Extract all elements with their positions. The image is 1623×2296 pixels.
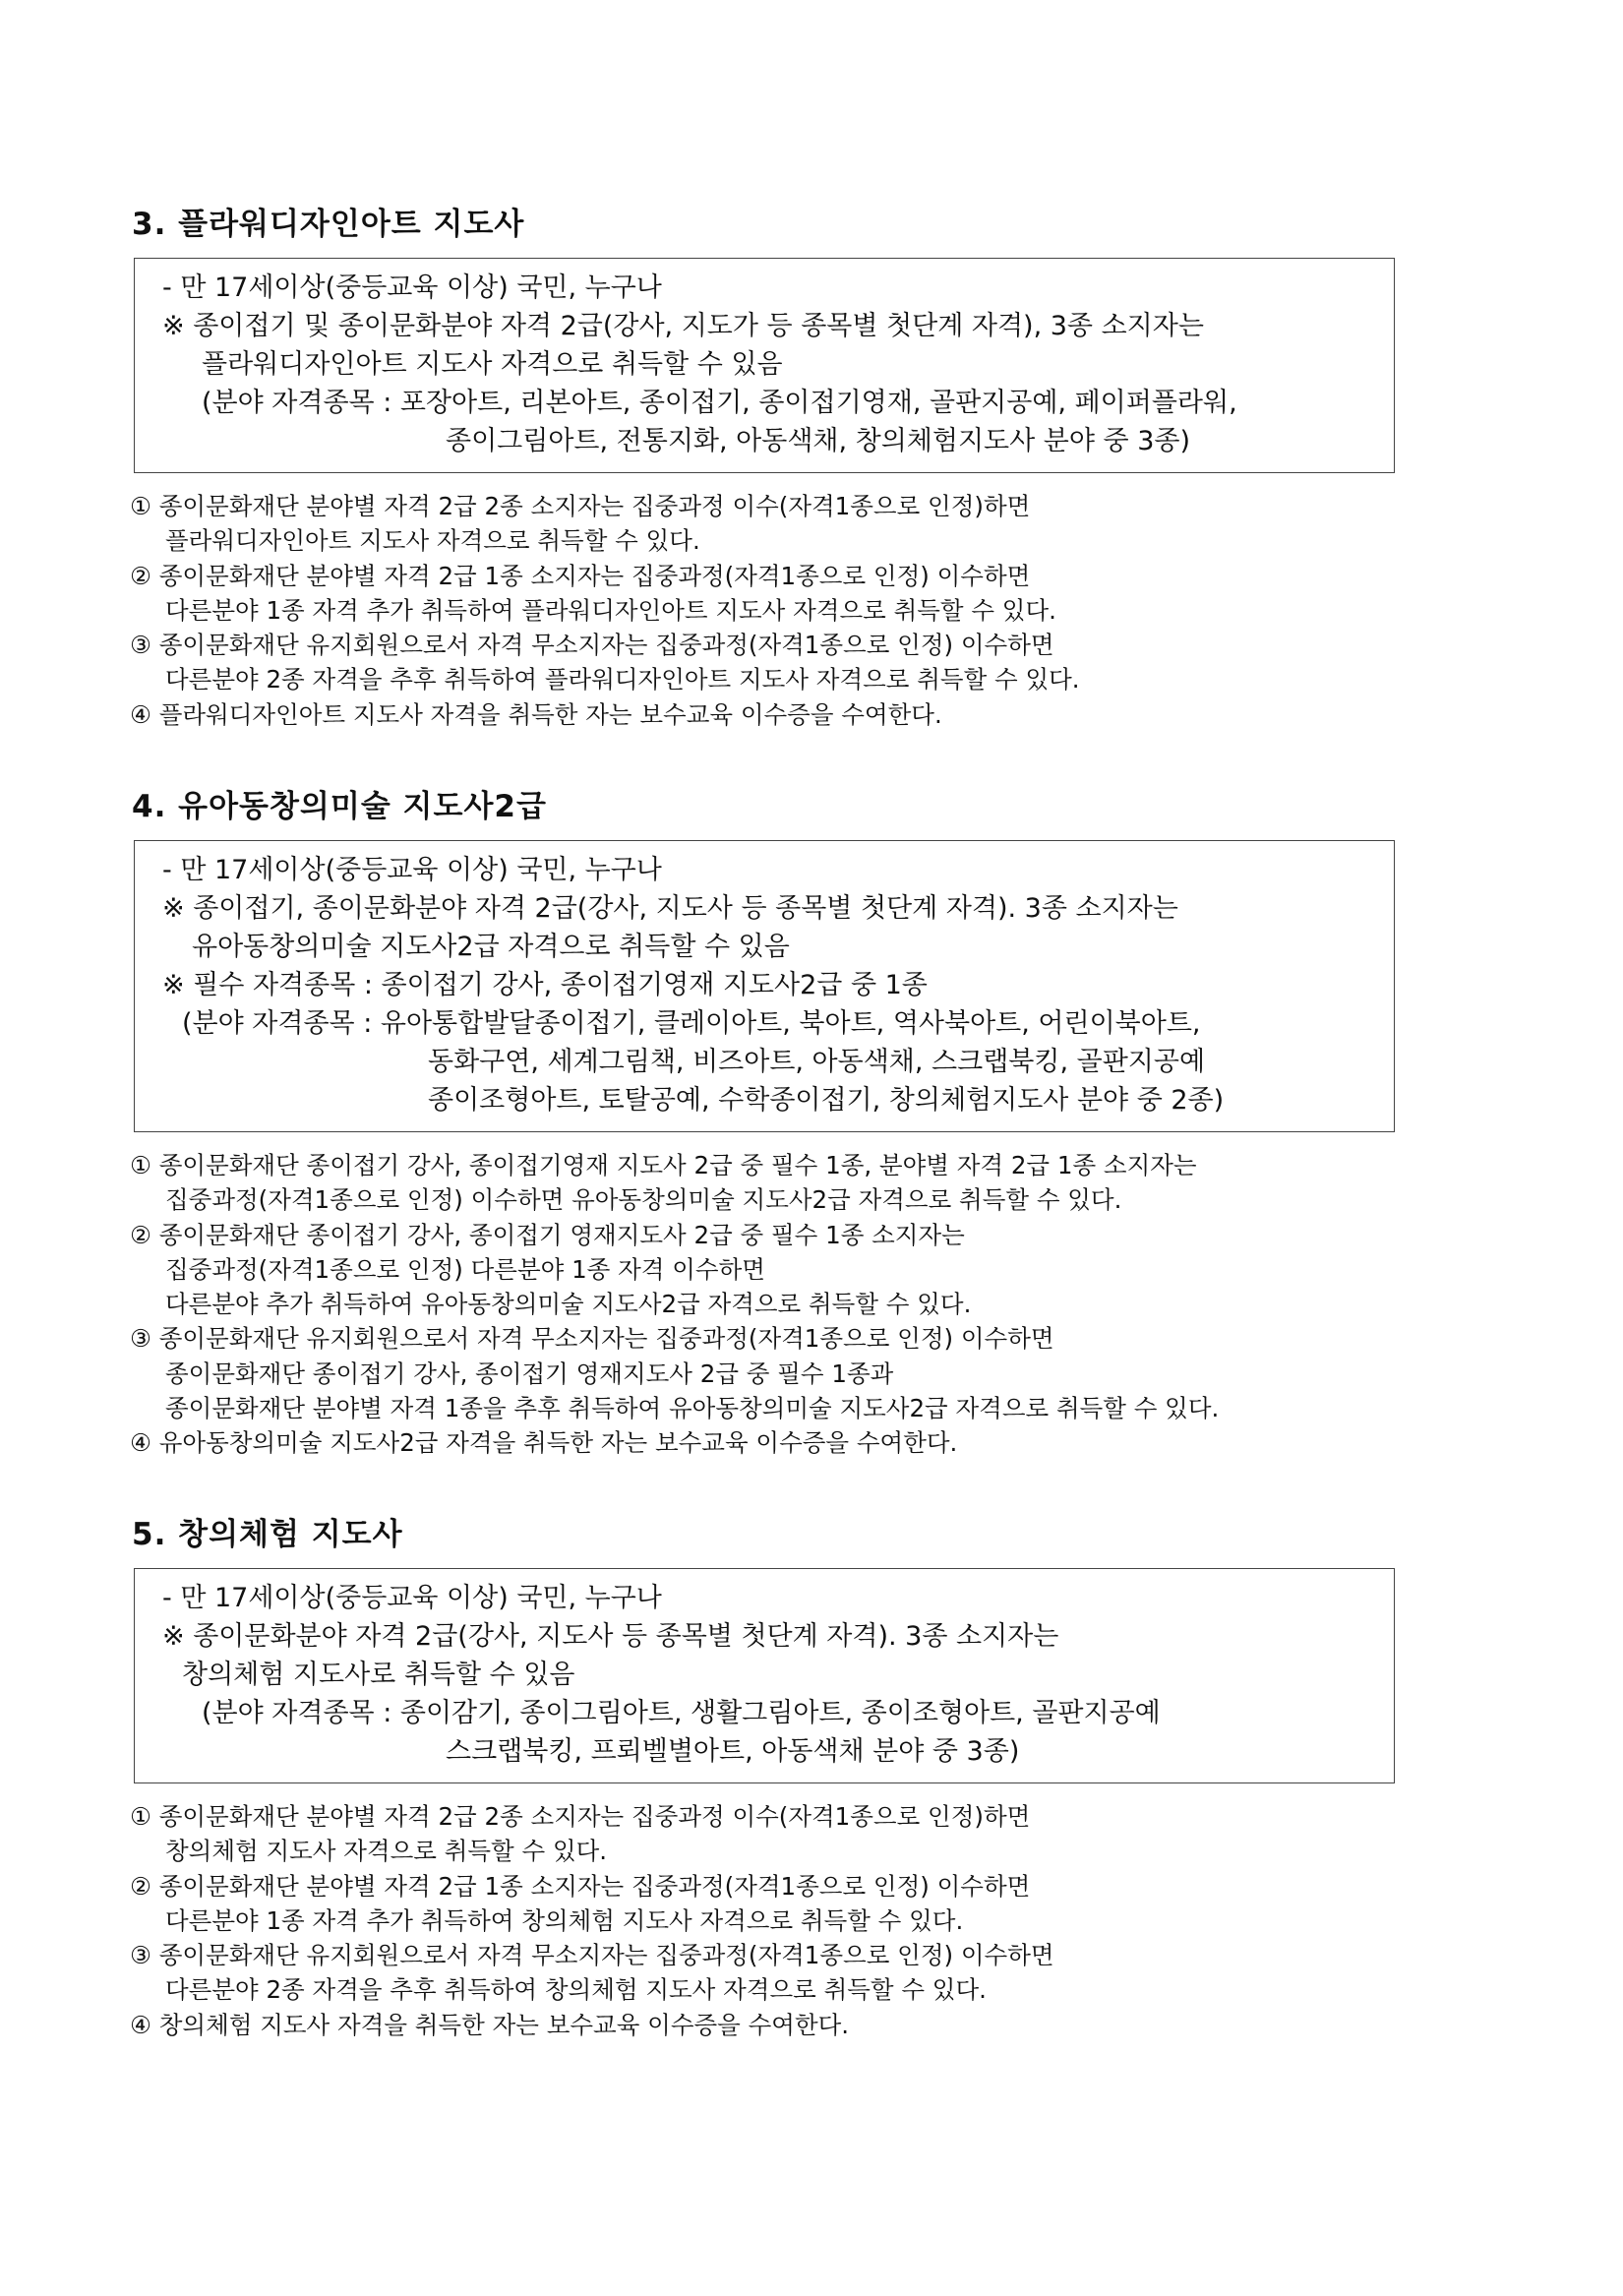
section-creative-experience: [124, 1515, 1442, 2042]
box-line: - 만 17세이상(중등교육 이상) 국민, 누구나: [162, 1583, 662, 1613]
box-line: 유아동창의미술 지도사2급 자격으로 취득할 수 있음: [192, 932, 790, 962]
note-line: 종이문화재단 분야별 자격 1종을 추후 취득하여 유아동창의미술 지도사2급 자격으로 취득할 수 있다.: [165, 1394, 1220, 1423]
eligibility-box: [134, 258, 1395, 473]
box-line: (분야 자격종목 : 종이감기, 종이그림아트, 생활그림아트, 종이조형아트, 골판지공예: [202, 1698, 1161, 1728]
box-line: ※ 종이문화분야 자격 2급(강사, 지도사 등 종목별 첫단계 자격). 3종 소지자는: [162, 1621, 1059, 1652]
box-line: - 만 17세이상(중등교육 이상) 국민, 누구나: [162, 855, 662, 885]
box-line: 종이조형아트, 토탈공예, 수학종이접기, 창의체험지도사 분야 중 2종): [428, 1085, 1225, 1116]
note-line: ② 종이문화재단 분야별 자격 2급 1종 소지자는 집중과정(자격1종으로 인정) 이수하면: [130, 1871, 1031, 1901]
box-line: 동화구연, 세계그림책, 비즈아트, 아동색채, 스크랩북킹, 골판지공예: [428, 1047, 1206, 1077]
note-line: ① 종이문화재단 분야별 자격 2급 2종 소지자는 집중과정 이수(자격1종으로 인정)하면: [130, 1802, 1031, 1831]
note-line: ④ 창의체험 지도사 자격을 취득한 자는 보수교육 이수증을 수여한다.: [130, 2010, 850, 2039]
note-line: 집중과정(자격1종으로 인정) 다른분야 1종 자격 이수하면: [165, 1254, 765, 1284]
note-line: ③ 종이문화재단 유지회원으로서 자격 무소지자는 집중과정(자격1종으로 인정) 이수하면: [130, 631, 1054, 660]
section-flower-design-art: [124, 205, 1442, 732]
note-line: ① 종이문화재단 분야별 자격 2급 2종 소지자는 집중과정 이수(자격1종으로 인정)하면: [130, 492, 1031, 520]
note-line: 종이문화재단 종이접기 강사, 종이접기 영재지도사 2급 중 필수 1종과: [165, 1359, 894, 1388]
note-line: 다른분야 1종 자격 추가 취득하여 플라워디자인아트 지도사 자격으로 취득할 수 있다.: [165, 595, 1056, 625]
section-title: 5. 창의체험 지도사: [132, 1517, 403, 1552]
eligibility-box: [134, 840, 1395, 1132]
box-line: (분야 자격종목 : 유아통합발달종이접기, 클레이아트, 북아트, 역사북아트, 어린이북아트,: [182, 1008, 1201, 1039]
box-line: ※ 종이접기, 종이문화분야 자격 2급(강사, 지도사 등 종목별 첫단계 자격). 3종 소지자는: [162, 893, 1178, 924]
note-line: 창의체험 지도사 자격으로 취득할 수 있다.: [165, 1837, 608, 1866]
note-line: ④ 플라워디자인아트 지도사 자격을 취득한 자는 보수교육 이수증을 수여한다.: [130, 699, 942, 729]
note-line: 다른분야 추가 취득하여 유아동창의미술 지도사2급 자격으로 취득할 수 있다.: [165, 1290, 972, 1319]
note-line: 플라워디자인아트 지도사 자격으로 취득할 수 있다.: [165, 526, 700, 556]
note-line: ① 종이문화재단 종이접기 강사, 종이접기영재 지도사 2급 중 필수 1종, 분야별 자격 2급 1종 소지자는: [130, 1151, 1197, 1179]
box-line: - 만 17세이상(중등교육 이상) 국민, 누구나: [162, 272, 662, 303]
note-line: 다른분야 2종 자격을 추후 취득하여 플라워디자인아트 지도사 자격으로 취득할 수 있다.: [165, 665, 1080, 695]
box-line: 창의체험 지도사로 취득할 수 있음: [182, 1660, 575, 1690]
notes-list: [130, 1799, 1442, 2042]
note-line: ④ 유아동창의미술 지도사2급 자격을 취득한 자는 보수교육 이수증을 수여한다.: [130, 1428, 958, 1458]
box-line: 플라워디자인아트 지도사 자격으로 취득할 수 있음: [202, 349, 783, 380]
note-line: ② 종이문화재단 종이접기 강사, 종이접기 영재지도사 2급 중 필수 1종 소지자는: [130, 1220, 965, 1249]
notes-list: [130, 1148, 1442, 1461]
section-title: 3. 플라워디자인아트 지도사: [132, 207, 525, 242]
notes-list: [130, 489, 1442, 732]
note-line: ③ 종이문화재단 유지회원으로서 자격 무소지자는 집중과정(자격1종으로 인정) 이수하면: [130, 1941, 1054, 1970]
box-line: ※ 필수 자격종목 : 종이접기 강사, 종이접기영재 지도사2급 중 1종: [162, 970, 928, 1000]
box-line: (분야 자격종목 : 포장아트, 리본아트, 종이접기, 종이접기영재, 골판지공예, 페이퍼플라워,: [202, 388, 1237, 418]
note-line: ③ 종이문화재단 유지회원으로서 자격 무소지자는 집중과정(자격1종으로 인정) 이수하면: [130, 1324, 1054, 1354]
box-line: 종이그림아트, 전통지화, 아동색채, 창의체험지도사 분야 중 3종): [446, 426, 1191, 456]
note-line: 다른분야 2종 자격을 추후 취득하여 창의체험 지도사 자격으로 취득할 수 있다.: [165, 1975, 987, 2005]
note-line: 집중과정(자격1종으로 인정) 이수하면 유아동창의미술 지도사2급 자격으로 취득할 수 있다.: [165, 1185, 1122, 1215]
section-title: 4. 유아동창의미술 지도사2급: [132, 789, 547, 824]
note-line: 다른분야 1종 자격 추가 취득하여 창의체험 지도사 자격으로 취득할 수 있다.: [165, 1905, 964, 1935]
note-line: ② 종이문화재단 분야별 자격 2급 1종 소지자는 집중과정(자격1종으로 인정) 이수하면: [130, 561, 1031, 590]
box-line: 스크랩북킹, 프뢰벨별아트, 아동색채 분야 중 3종): [446, 1736, 1020, 1767]
section-child-creative-art: [124, 787, 1442, 1461]
eligibility-box: [134, 1568, 1395, 1783]
box-line: ※ 종이접기 및 종이문화분야 자격 2급(강사, 지도가 등 종목별 첫단계 자격), 3종 소지자는: [162, 311, 1204, 341]
